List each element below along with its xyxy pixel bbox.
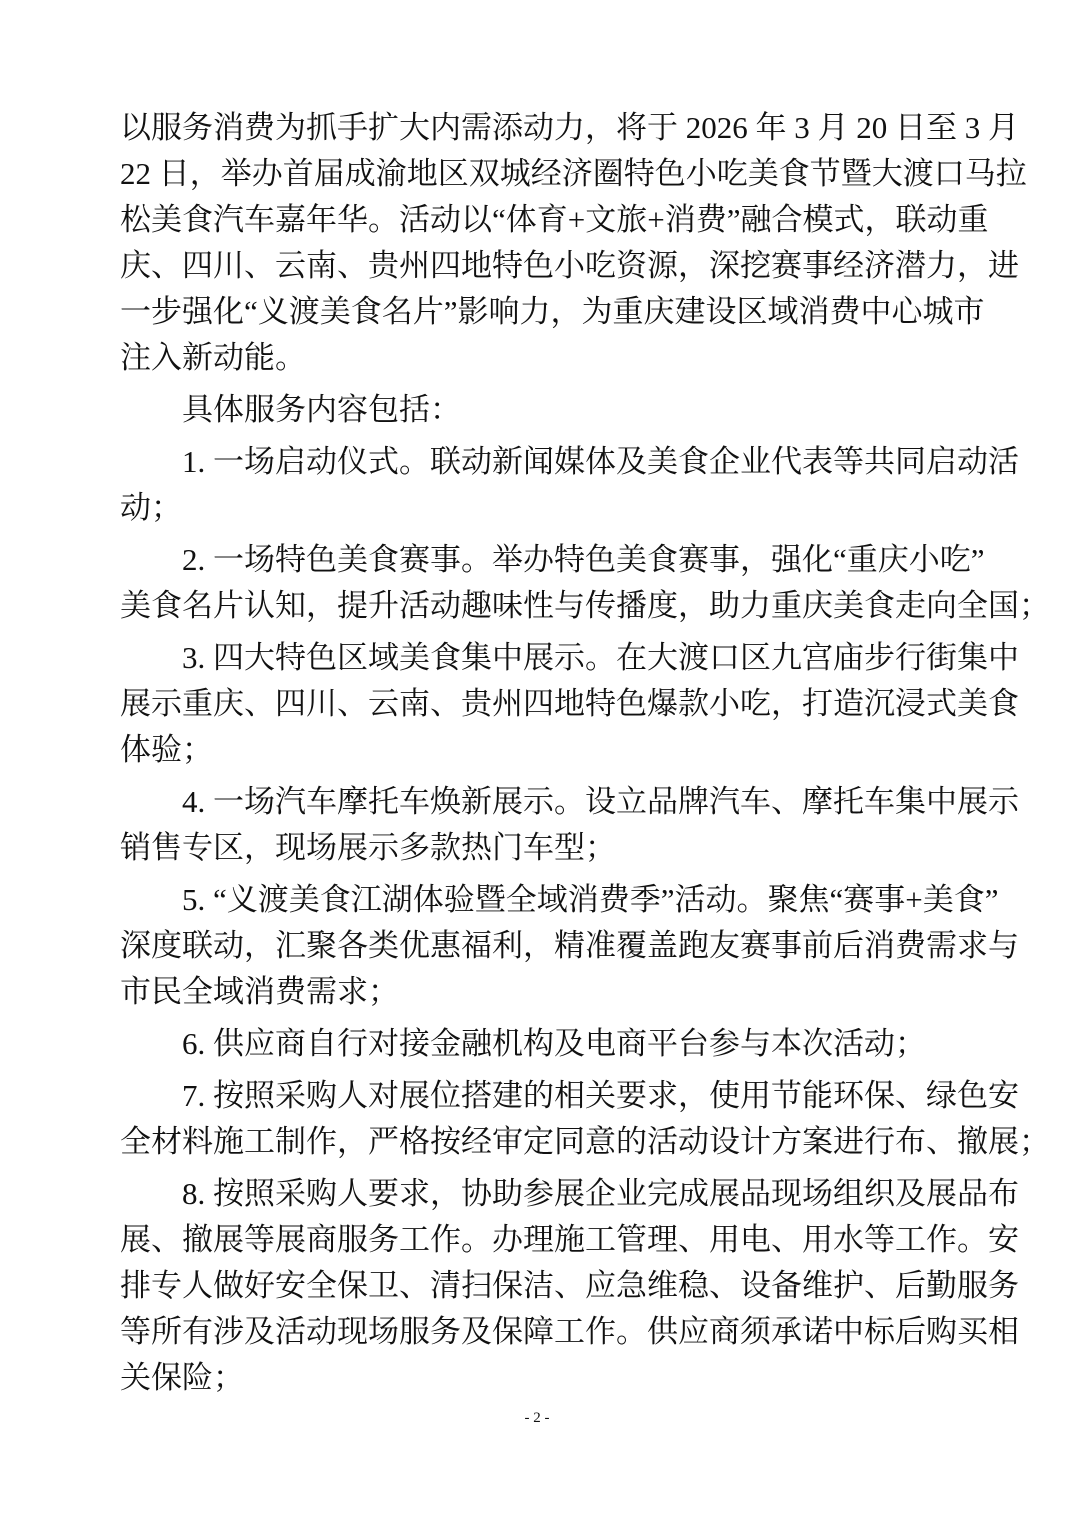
text-line: 3. 四大特色区域美食集中展示。在大渡口区九宫庙步行街集中 xyxy=(182,640,1019,675)
text-line: 7. 按照采购人对展位搭建的相关要求，使用节能环保、绿色安 xyxy=(182,1078,1019,1113)
document-body xyxy=(120,105,1050,1407)
text-line: 美食名片认知，提升活动趣味性与传播度，助力重庆美食走向全国； xyxy=(120,588,1050,623)
paragraph xyxy=(120,537,1050,629)
text-line: 6. 供应商自行对接金融机构及电商平台参与本次活动； xyxy=(182,1026,926,1061)
text-line: 2. 一场特色美食赛事。举办特色美食赛事，强化“重庆小吃” xyxy=(182,542,985,577)
text-line: 4. 一场汽车摩托车焕新展示。设立品牌汽车、摩托车集中展示 xyxy=(182,784,1019,819)
text-line: 展示重庆、四川、云南、贵州四地特色爆款小吃，打造沉浸式美食 xyxy=(120,686,1019,721)
text-line: 销售专区，现场展示多款热门车型； xyxy=(120,830,616,865)
text-line: 1. 一场启动仪式。联动新闻媒体及美食企业代表等共同启动活 xyxy=(182,444,1019,479)
text-line: 庆、四川、云南、贵州四地特色小吃资源，深挖赛事经济潜力，进 xyxy=(120,248,1019,283)
paragraph xyxy=(120,877,1019,1015)
paragraph xyxy=(120,1073,1050,1165)
text-line: 动； xyxy=(120,490,182,525)
text-line: 全材料施工制作，严格按经审定同意的活动设计方案进行布、撤展； xyxy=(120,1124,1050,1159)
text-line: 5. “义渡美食江湖体验暨全域消费季”活动。聚焦“赛事+美食” xyxy=(182,882,999,917)
paragraph xyxy=(120,439,1019,531)
paragraph xyxy=(120,387,966,433)
text-line: 一步强化“义渡美食名片”影响力，为重庆建设区域消费中心城市 xyxy=(120,294,985,329)
text-line: 市民全域消费需求； xyxy=(120,974,399,1009)
text-line: 具体服务内容包括： xyxy=(182,392,461,427)
text-line: 注入新动能。 xyxy=(120,340,306,375)
text-line: 排专人做好安全保卫、清扫保洁、应急维稳、设备维护、后勤服务 xyxy=(120,1268,1019,1303)
page-number: - 2 - xyxy=(524,1410,550,1426)
text-line: 8. 按照采购人要求，协助参展企业完成展品现场组织及展品布 xyxy=(182,1176,1019,1211)
text-line: 关保险； xyxy=(120,1360,244,1395)
text-line: 以服务消费为抓手扩大内需添动力，将于 2026 年 3 月 20 日至 3 月 xyxy=(120,110,1019,145)
paragraph xyxy=(120,1021,966,1067)
text-line: 体验； xyxy=(120,732,213,767)
paragraph xyxy=(120,105,1027,381)
text-line: 等所有涉及活动现场服务及保障工作。供应商须承诺中标后购买相 xyxy=(120,1314,1019,1349)
text-line: 22 日，举办首届成渝地区双城经济圈特色小吃美食节暨大渡口马拉 xyxy=(120,156,1027,191)
paragraph xyxy=(120,1171,1019,1401)
text-line: 深度联动，汇聚各类优惠福利，精准覆盖跑友赛事前后消费需求与 xyxy=(120,928,1019,963)
text-line: 松美食汽车嘉年华。活动以“体育+文旅+消费”融合模式，联动重 xyxy=(120,202,989,237)
paragraph xyxy=(120,779,1019,871)
text-line: 展、撤展等展商服务工作。办理施工管理、用电、用水等工作。安 xyxy=(120,1222,1019,1257)
paragraph xyxy=(120,635,1019,773)
